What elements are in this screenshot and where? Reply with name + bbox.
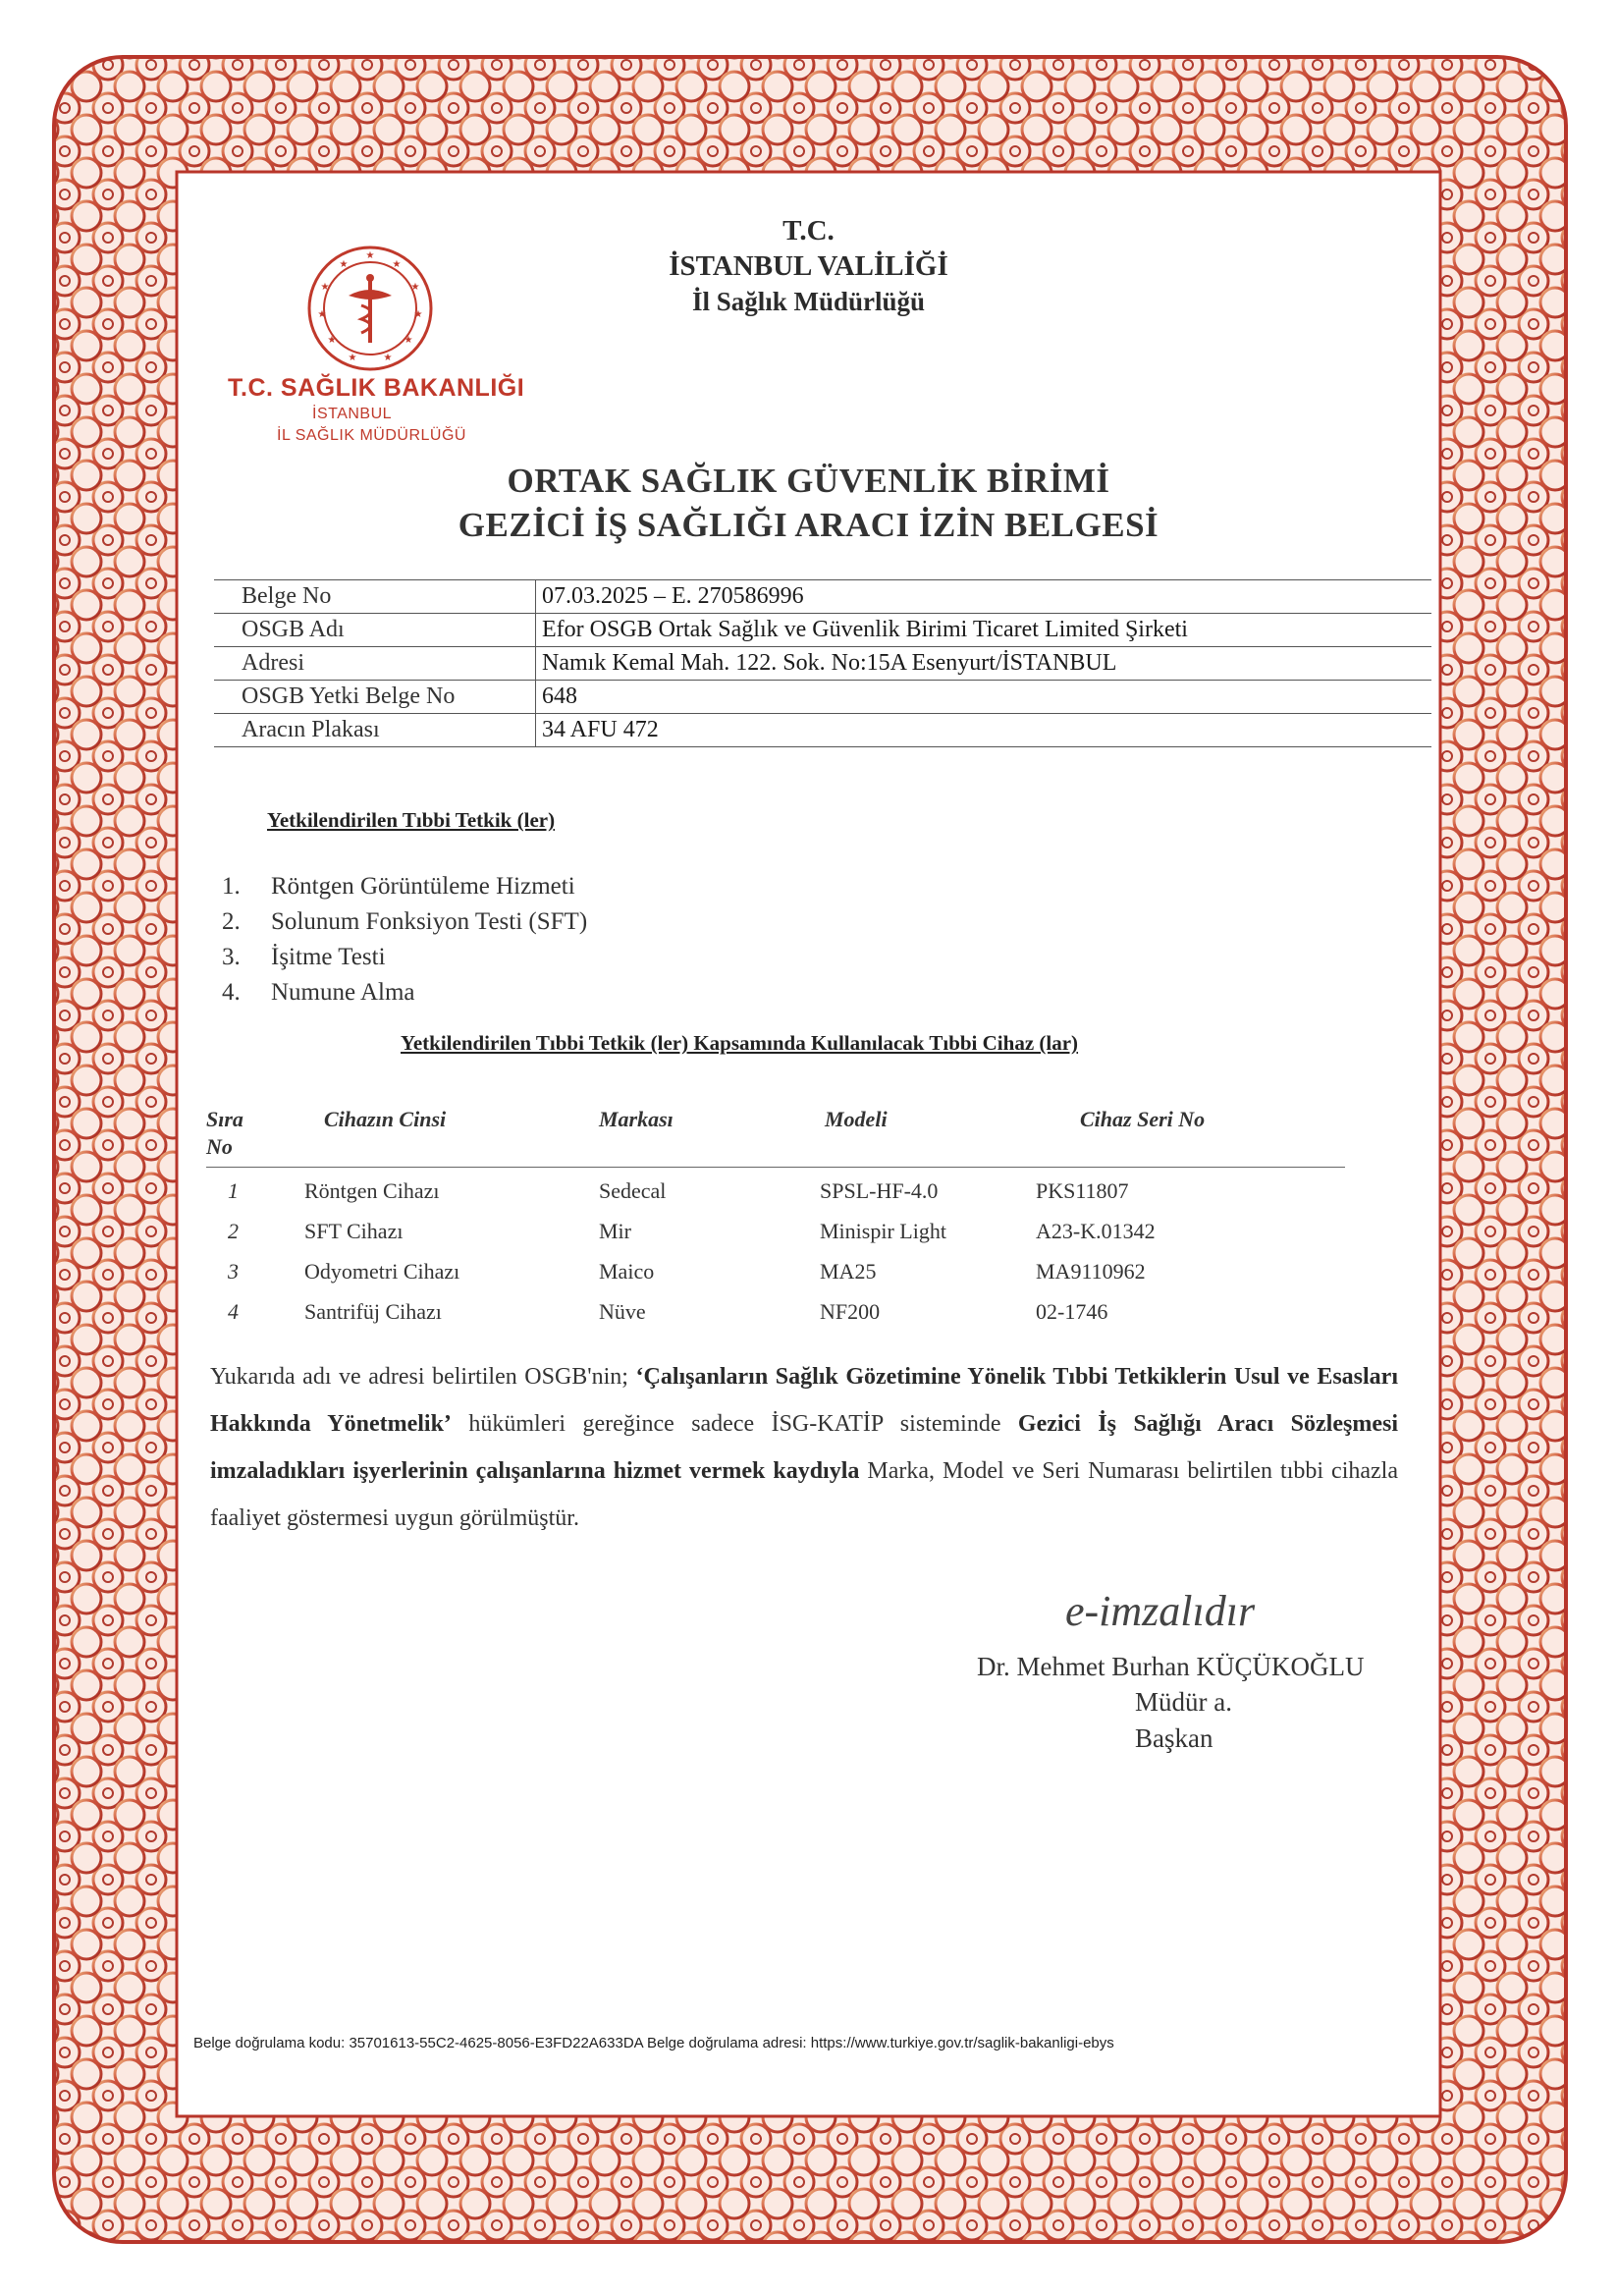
device-brand: Maico <box>599 1259 655 1284</box>
test-label: Numune Alma <box>271 979 415 1006</box>
info-label: OSGB Adı <box>214 614 536 647</box>
info-row <box>214 614 1431 647</box>
info-row <box>214 580 1431 614</box>
svg-text:★: ★ <box>383 353 393 363</box>
device-model: SPSL-HF-4.0 <box>820 1178 939 1203</box>
title-line-2: GEZİCİ İŞ SAĞLIĞI ARACI İZİN BELGESİ <box>458 506 1159 544</box>
device-row <box>206 1291 1345 1332</box>
info-label: Belge No <box>214 580 536 614</box>
devices-table <box>206 1100 1345 1324</box>
col-no: No <box>206 1134 233 1159</box>
test-number: 3. <box>222 944 241 970</box>
device-brand: Nüve <box>599 1299 646 1324</box>
device-no: 2 <box>228 1219 239 1243</box>
verification-footer: Belge doğrulama kodu: 35701613-55C2-4625-8056-E3FD22A633DA Belge doğrulama adresi: https://www.turkiye.gov.tr/saglik-bakanligi-ebys <box>193 2035 1114 2051</box>
info-row <box>214 714 1431 747</box>
test-number: 2. <box>222 908 241 935</box>
e-signature-mark: e-imzalıdır <box>1065 1587 1256 1635</box>
info-value: 648 <box>536 681 1432 714</box>
certificate-page <box>187 182 1430 2106</box>
svg-text:★: ★ <box>320 282 330 293</box>
device-serial: A23-K.01342 <box>1036 1219 1156 1243</box>
tests-heading: Yetkilendirilen Tıbbi Tetkik (ler) <box>267 808 556 832</box>
test-label: Röntgen Görüntüleme Hizmeti <box>271 873 575 900</box>
devices-divider <box>206 1167 1345 1168</box>
signer-title: Müdür a. <box>1135 1687 1232 1717</box>
para-text-2: hükümleri gereğince sadece İSG-KATİP sisteminde <box>451 1411 1018 1437</box>
info-value: 34 AFU 472 <box>536 714 1432 747</box>
col-sira: Sıra <box>206 1107 243 1131</box>
para-bold-regulation: ‘Çalışanların Sağlık Gözetimine Yönelik Tıbbi Tetkiklerin Usul ve Esasları Hakkında Yönetmelik’ <box>210 1364 1399 1437</box>
device-serial: 02-1746 <box>1036 1299 1108 1324</box>
svg-text:★: ★ <box>365 250 375 261</box>
svg-text:★: ★ <box>348 353 357 363</box>
devices-heading: Yetkilendirilen Tıbbi Tetkik (ler) Kapsamında Kullanılacak Tıbbi Cihaz (lar) <box>401 1031 1079 1055</box>
para-text-1: Yukarıda adı ve adresi belirtilen OSGB'nin; <box>210 1364 636 1390</box>
info-row <box>214 681 1431 714</box>
approval-paragraph <box>210 1353 1398 1542</box>
svg-text:★: ★ <box>413 309 423 320</box>
device-no: 3 <box>228 1259 239 1284</box>
col-serial: Cihaz Seri No <box>1080 1107 1206 1131</box>
device-model: NF200 <box>820 1299 881 1324</box>
info-label: Aracın Plakası <box>214 714 536 747</box>
device-no: 1 <box>228 1178 239 1203</box>
device-serial: PKS11807 <box>1036 1178 1129 1203</box>
info-row <box>214 647 1431 681</box>
svg-text:★: ★ <box>410 282 420 293</box>
para-text-3: Marka, Model ve Seri Numarası belirtilen tıbbi cihazla faaliyet göstermesi uygun görülmüştür. <box>210 1458 1398 1531</box>
signer-name: Dr. Mehmet Burhan KÜÇÜKOĞLU <box>977 1652 1365 1681</box>
device-row <box>206 1251 1345 1291</box>
ministry-emblem-icon <box>302 241 438 376</box>
info-value: Efor OSGB Ortak Sağlık ve Güvenlik Birimi Ticaret Limited Şirketi <box>536 614 1432 647</box>
devices-header-row <box>206 1100 1345 1167</box>
svg-text:★: ★ <box>327 335 337 346</box>
device-brand: Mir <box>599 1219 631 1243</box>
test-label: İşitme Testi <box>271 944 386 970</box>
signer-role: Başkan <box>1135 1723 1213 1753</box>
device-type: Odyometri Cihazı <box>304 1259 460 1284</box>
ministry-city: İSTANBUL <box>312 406 393 422</box>
device-model: Minispir Light <box>820 1219 946 1243</box>
device-brand: Sedecal <box>599 1178 667 1203</box>
device-no: 4 <box>228 1299 239 1324</box>
svg-text:★: ★ <box>392 259 402 270</box>
device-type: SFT Cihazı <box>304 1219 404 1243</box>
info-label: OSGB Yetki Belge No <box>214 681 536 714</box>
device-model: MA25 <box>820 1259 877 1284</box>
col-brand: Markası <box>599 1107 674 1131</box>
col-model: Modeli <box>825 1107 888 1131</box>
test-item <box>222 904 587 940</box>
svg-text:★: ★ <box>339 259 349 270</box>
test-item <box>222 869 587 904</box>
info-value: Namık Kemal Mah. 122. Sok. No:15A Esenyurt/İSTANBUL <box>536 647 1432 681</box>
svg-text:★: ★ <box>317 309 327 320</box>
header-governorship: İSTANBUL VALİLİĞİ <box>669 250 948 282</box>
test-item <box>222 940 587 975</box>
test-number: 4. <box>222 979 241 1006</box>
test-item <box>222 975 587 1011</box>
header-tc: T.C. <box>782 215 835 246</box>
svg-text:★: ★ <box>404 335 413 346</box>
device-type: Röntgen Cihazı <box>304 1178 440 1203</box>
ministry-name: T.C. SAĞLIK BAKANLIĞI <box>228 374 525 402</box>
device-row <box>206 1171 1345 1211</box>
device-row <box>206 1211 1345 1251</box>
header-directorate: İl Sağlık Müdürlüğü <box>691 287 926 316</box>
ministry-directorate: İL SAĞLIK MÜDÜRLÜĞÜ <box>277 427 466 444</box>
tests-list <box>222 869 587 1011</box>
title-line-1: ORTAK SAĞLIK GÜVENLİK BİRİMİ <box>507 462 1110 500</box>
para-bold-condition: Gezici İş Sağlığı Aracı Sözleşmesi imzaladıkları işyerlerinin çalışanlarına hizmet vermek kaydıyla <box>210 1411 1398 1484</box>
info-value: 07.03.2025 – E. 270586996 <box>536 580 1432 614</box>
test-number: 1. <box>222 873 241 900</box>
col-type: Cihazın Cinsi <box>324 1107 447 1131</box>
device-serial: MA9110962 <box>1036 1259 1146 1284</box>
info-table <box>214 579 1431 747</box>
test-label: Solunum Fonksiyon Testi (SFT) <box>271 908 588 935</box>
device-type: Santrifüj Cihazı <box>304 1299 442 1324</box>
info-label: Adresi <box>214 647 536 681</box>
